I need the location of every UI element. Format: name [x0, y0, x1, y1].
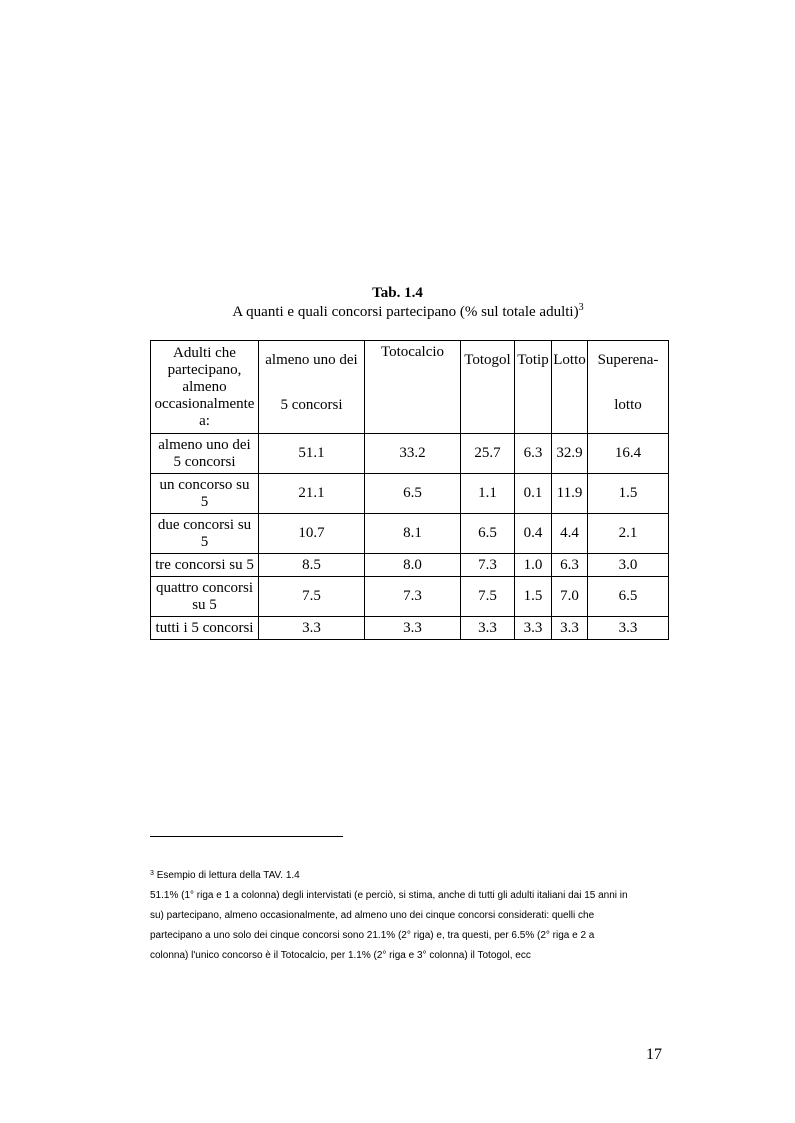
- header-lotto: [552, 341, 588, 434]
- table-row: [151, 554, 669, 577]
- header-totocalcio-label: Totocalcio: [380, 344, 445, 360]
- cell: 6.5: [365, 474, 461, 514]
- cell: 7.3: [365, 577, 461, 617]
- cell: 21.1: [259, 474, 365, 514]
- row-label: [151, 554, 259, 577]
- footnote-reference[interactable]: 3: [578, 302, 584, 313]
- cell: 7.0: [552, 577, 588, 617]
- row-label: [151, 434, 259, 474]
- footnote-divider: [150, 836, 343, 837]
- header-adults: [151, 341, 259, 434]
- cell: 4.4: [552, 514, 588, 554]
- row-label-line: 5: [200, 493, 209, 510]
- cell: 25.7: [461, 434, 515, 474]
- cell: 1.1: [461, 474, 515, 514]
- cell: 0.1: [515, 474, 552, 514]
- cell: 2.1: [588, 514, 669, 554]
- footnote-line: colonna) l'unico concorso è il Totocalcio, per 1.1% (2° riga e 3° colonna) il Totogol, ecc: [150, 950, 531, 961]
- cell: 6.5: [461, 514, 515, 554]
- table-row: [151, 617, 669, 640]
- cell: 16.4: [588, 434, 669, 474]
- cell: 3.3: [552, 617, 588, 640]
- page-number: 17: [646, 1046, 662, 1063]
- cell: 7.5: [259, 577, 365, 617]
- row-label-line: quattro concorsi: [155, 579, 254, 596]
- header-adults-line: occasionalmente: [154, 395, 255, 412]
- footnote-title-text: Esempio di lettura della TAV. 1.4: [156, 870, 300, 881]
- cell: 3.3: [365, 617, 461, 640]
- table-row: [151, 474, 669, 514]
- cell: 3.3: [515, 617, 552, 640]
- header-almeno-uno: [259, 341, 365, 434]
- table-row: [151, 514, 669, 554]
- header-adults-line: a:: [199, 412, 210, 429]
- cell: 8.5: [259, 554, 365, 577]
- header-superenalotto: [588, 341, 669, 434]
- header-adults-line: partecipano,: [167, 361, 242, 378]
- cell: 1.5: [588, 474, 669, 514]
- row-label-line: un concorso su: [159, 476, 250, 493]
- cell: 3.0: [588, 554, 669, 577]
- row-label: [151, 514, 259, 554]
- footnote-line: 51.1% (1° riga e 1 a colonna) degli intervistati (e perciò, si stima, anche di tutti gli adulti italiani dai 15 anni in: [150, 890, 628, 901]
- row-label-line: 5 concorsi: [173, 453, 236, 470]
- header-totogol: [461, 341, 515, 434]
- table-title: Tab. 1.4: [372, 285, 423, 301]
- header-totocalcio: [365, 341, 461, 434]
- cell: 8.0: [365, 554, 461, 577]
- footnote: [150, 866, 680, 966]
- table-header-row: [151, 341, 669, 434]
- table-subtitle-text: A quanti e quali concorsi partecipano (% sul totale adulti): [232, 304, 579, 320]
- header-superenalotto-bottom: lotto: [614, 397, 642, 413]
- data-table: [150, 340, 669, 640]
- cell: 6.3: [515, 434, 552, 474]
- cell: 51.1: [259, 434, 365, 474]
- cell: 1.0: [515, 554, 552, 577]
- cell: 7.3: [461, 554, 515, 577]
- header-superenalotto-top: Superena-: [597, 352, 659, 368]
- cell: 8.1: [365, 514, 461, 554]
- footnote-marker: 3: [150, 870, 154, 877]
- row-label-line: tre concorsi su 5: [155, 556, 254, 573]
- cell: 1.5: [515, 577, 552, 617]
- header-almeno-uno-bottom: 5 concorsi: [280, 397, 343, 413]
- row-label-line: su 5: [192, 596, 217, 613]
- table-row: [151, 577, 669, 617]
- cell: 6.5: [588, 577, 669, 617]
- row-label-line: tutti i 5 concorsi: [155, 619, 254, 636]
- cell: 11.9: [552, 474, 588, 514]
- cell: 3.3: [461, 617, 515, 640]
- row-label: [151, 577, 259, 617]
- header-lotto-label: Lotto: [553, 352, 586, 368]
- footnote-line: partecipano a uno solo dei cinque concorsi sono 21.1% (2° riga) e, tra questi, per 6.5% (2° riga e 2 a: [150, 930, 595, 941]
- footnote-title: [150, 866, 680, 886]
- cell: 32.9: [552, 434, 588, 474]
- row-label-line: 5: [200, 533, 209, 550]
- cell: 33.2: [365, 434, 461, 474]
- header-totogol-label: Totogol: [464, 352, 511, 368]
- row-label: [151, 474, 259, 514]
- header-totip: [515, 341, 552, 434]
- cell: 7.5: [461, 577, 515, 617]
- table-row: [151, 434, 669, 474]
- footnote-line: su) partecipano, almeno occasionalmente, ad almeno uno dei cinque concorsi considerati: quelli che: [150, 910, 595, 921]
- cell: 10.7: [259, 514, 365, 554]
- row-label: [151, 617, 259, 640]
- cell: 0.4: [515, 514, 552, 554]
- cell: 6.3: [552, 554, 588, 577]
- row-label-line: due concorsi su: [157, 516, 252, 533]
- header-totip-label: Totip: [517, 352, 549, 368]
- table-subtitle: [0, 304, 795, 321]
- header-adults-line: almeno: [182, 378, 227, 395]
- header-almeno-uno-top: almeno uno dei: [265, 352, 358, 368]
- cell: 3.3: [588, 617, 669, 640]
- header-adults-line: Adulti che: [173, 344, 236, 361]
- row-label-line: almeno uno dei: [158, 436, 251, 453]
- cell: 3.3: [259, 617, 365, 640]
